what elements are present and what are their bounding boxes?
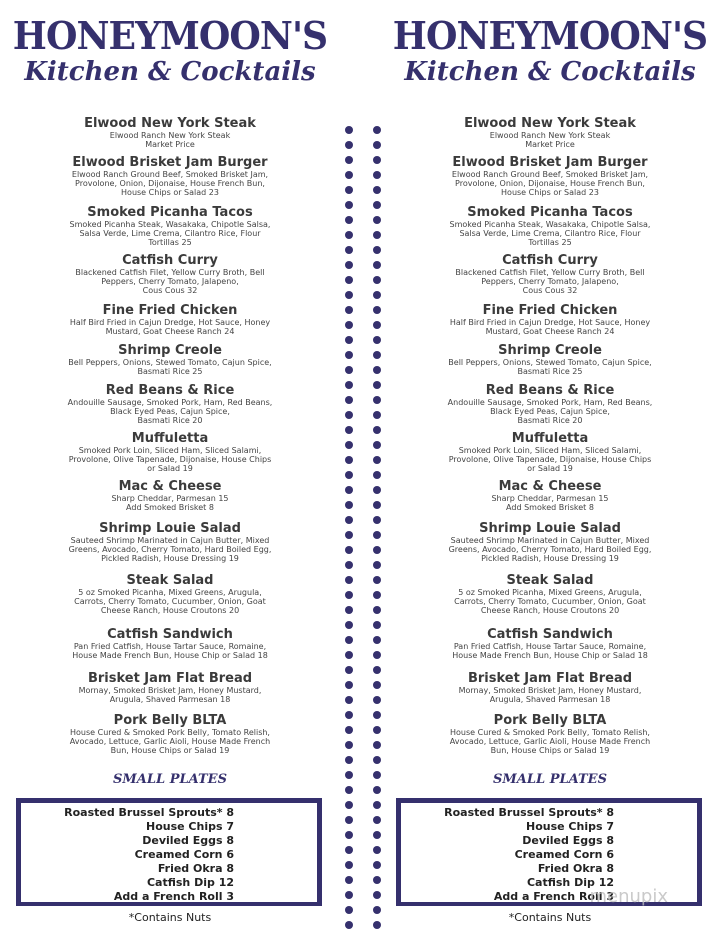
menu-item-description: Andouille Sausage, Smoked Pork, Ham, Red Beans, Black Eyed Peas, Cajun Spice, Basmati Rice 20: [447, 398, 653, 425]
menu-item-description: Pan Fried Catfish, House Tartar Sauce, Romaine, House Made French Bun, House Chip or Salad 18: [72, 642, 268, 660]
menu-item-description: Mornay, Smoked Brisket Jam, Honey Mustard, Arugula, Shaved Parmesan 18: [78, 686, 262, 704]
divider-dot: [345, 336, 353, 344]
menu-item-name: Steak Salad: [506, 573, 594, 588]
divider-dot: [345, 381, 353, 389]
divider-dot: [345, 771, 353, 779]
menu-item-name: Red Beans & Rice: [485, 383, 615, 398]
watermark: menupix: [589, 886, 668, 907]
menu-item-name: Mac & Cheese: [498, 479, 602, 494]
menu-item: [0, 156, 340, 197]
menu-item-description: Sharp Cheddar, Parmesan 15 Add Smoked Brisket 8: [111, 494, 229, 512]
divider-dot: [345, 201, 353, 209]
brand-header: [0, 0, 340, 86]
menu-item-name: Muffuletta: [131, 431, 209, 446]
divider-dot: [345, 396, 353, 404]
menu-item-description: 5 oz Smoked Picanha, Mixed Greens, Arugula, Carrots, Cherry Tomato, Cucumber, Onion, Goat Cheese Ranch, House Croutons 20: [454, 588, 646, 615]
divider-dot: [345, 321, 353, 329]
small-plates-list: [16, 806, 234, 904]
divider-dot: [345, 471, 353, 479]
divider-dot: [345, 501, 353, 509]
small-plate-item: Add a French Roll 3: [493, 890, 614, 903]
divider-dot: [345, 126, 353, 134]
menu-item-name: Brisket Jam Flat Bread: [87, 671, 253, 686]
small-plate-item: Roasted Brussel Sprouts* 8: [444, 806, 614, 819]
menu-item-name: Elwood Brisket Jam Burger: [452, 155, 648, 170]
divider-dot: [345, 486, 353, 494]
divider-dot: [345, 696, 353, 704]
menu-item-name: Brisket Jam Flat Bread: [467, 671, 633, 686]
small-plate-item: Catfish Dip 12: [146, 876, 234, 889]
menu-item: [380, 344, 720, 376]
divider-dot: [345, 516, 353, 524]
menu-item-description: Pan Fried Catfish, House Tartar Sauce, Romaine, House Made French Bun, House Chip or Salad 18: [452, 642, 648, 660]
divider-dot: [345, 351, 353, 359]
menu-item-description: House Cured & Smoked Pork Belly, Tomato Relish, Avocado, Lettuce, Garlic Aioli, House Made French Bun, House Chips or Salad 19: [449, 728, 651, 755]
menu-item: [380, 574, 720, 615]
menu-item: [380, 628, 720, 660]
divider-dot: [345, 801, 353, 809]
divider-dot: [345, 456, 353, 464]
divider-dot: [345, 171, 353, 179]
divider-dot: [345, 426, 353, 434]
menu-item-name: Shrimp Creole: [498, 343, 602, 358]
divider-dot: [345, 651, 353, 659]
menu-item: [0, 344, 340, 376]
divider-dot: [345, 261, 353, 269]
menu-item: [0, 672, 340, 704]
brand-name: HONEYMOON'S: [12, 13, 328, 58]
menu-item: [380, 206, 720, 247]
brand-subtitle: Kitchen & Cocktails: [404, 57, 696, 87]
brand-name: HONEYMOON'S: [392, 13, 708, 58]
small-plates-title: SMALL PLATES: [113, 772, 227, 787]
menu-item-description: Mornay, Smoked Brisket Jam, Honey Mustard, Arugula, Shaved Parmesan 18: [458, 686, 642, 704]
small-plate-item: Creamed Corn 6: [134, 848, 234, 861]
menu-item: [380, 522, 720, 563]
divider-dot: [345, 681, 353, 689]
menu-item-description: Sauteed Shrimp Marinated in Cajun Butter, Mixed Greens, Avocado, Cherry Tomato, Hard Boiled Egg, Pickled Radish, House Dressing 19: [68, 536, 272, 563]
brand-subtitle: Kitchen & Cocktails: [24, 57, 316, 87]
divider-dot: [345, 291, 353, 299]
menu-item-description: Blackened Catfish Filet, Yellow Curry Broth, Bell Peppers, Cherry Tomato, Jalapeno, Cous Cous 32: [455, 268, 645, 295]
menu-item: [380, 304, 720, 336]
menu-item-name: Elwood New York Steak: [464, 116, 636, 131]
menu-item-description: Smoked Picanha Steak, Wasakaka, Chipotle Salsa, Salsa Verde, Lime Crema, Cilantro Rice, Flour Tortillas 25: [69, 220, 271, 247]
menu-item-description: Sharp Cheddar, Parmesan 15 Add Smoked Brisket 8: [491, 494, 609, 512]
divider-dot: [345, 621, 353, 629]
menu-item-name: Fine Fried Chicken: [102, 303, 238, 318]
divider-dot: [345, 606, 353, 614]
menu-item-description: Smoked Pork Loin, Sliced Ham, Sliced Salami, Provolone, Olive Tapenade, Dijonaise, House Chips or Salad 19: [448, 446, 652, 473]
menu-item-name: Shrimp Creole: [118, 343, 222, 358]
contains-nuts-note: *Contains Nuts: [128, 911, 212, 924]
contains-nuts-note: *Contains Nuts: [508, 911, 592, 924]
menu-item-name: Smoked Picanha Tacos: [467, 205, 633, 220]
menu-item-description: Bell Peppers, Onions, Stewed Tomato, Cajun Spice, Basmati Rice 25: [448, 358, 652, 376]
menu-item-name: Red Beans & Rice: [105, 383, 235, 398]
divider-dot: [345, 666, 353, 674]
menu-item: [0, 117, 340, 149]
menu-item-description: Andouille Sausage, Smoked Pork, Ham, Red Beans, Black Eyed Peas, Cajun Spice, Basmati Rice 20: [67, 398, 273, 425]
divider-dot: [345, 786, 353, 794]
menu-item-name: Catfish Sandwich: [487, 627, 613, 642]
menu-item-name: Catfish Sandwich: [107, 627, 233, 642]
menu-item-description: Smoked Picanha Steak, Wasakaka, Chipotle Salsa, Salsa Verde, Lime Crema, Cilantro Rice, Flour Tortillas 25: [449, 220, 651, 247]
menu-item: [0, 714, 340, 755]
divider-dot: [345, 816, 353, 824]
menu-item-name: Mac & Cheese: [118, 479, 222, 494]
divider-dot: [345, 861, 353, 869]
small-plate-item: House Chips 7: [525, 820, 614, 833]
menu-item-description: Half Bird Fried in Cajun Dredge, Hot Sauce, Honey Mustard, Goat Cheese Ranch 24: [69, 318, 271, 336]
divider-dot: [345, 231, 353, 239]
menu-item-description: Elwood Ranch New York Steak Market Price: [109, 131, 231, 149]
divider-dot: [345, 216, 353, 224]
divider-dot: [345, 876, 353, 884]
menu-item-name: Steak Salad: [126, 573, 214, 588]
divider-dot: [345, 366, 353, 374]
divider-dot: [345, 546, 353, 554]
divider-dot: [345, 156, 353, 164]
menu-item: [0, 480, 340, 512]
small-plate-item: Fried Okra 8: [537, 862, 614, 875]
divider-dot: [345, 591, 353, 599]
divider-dot: [345, 531, 353, 539]
menu-item-name: Shrimp Louie Salad: [99, 521, 241, 536]
menu-item-description: House Cured & Smoked Pork Belly, Tomato Relish, Avocado, Lettuce, Garlic Aioli, House Made French Bun, House Chips or Salad 19: [69, 728, 271, 755]
menu-item-name: Elwood New York Steak: [84, 116, 256, 131]
menu-item: [380, 384, 720, 425]
divider-dot: [345, 906, 353, 914]
menu-item-description: Half Bird Fried in Cajun Dredge, Hot Sauce, Honey Mustard, Goat Cheese Ranch 24: [449, 318, 651, 336]
menu-item-description: Elwood Ranch Ground Beef, Smoked Brisket Jam, Provolone, Onion, Dijonaise, House French Bun, House Chips or Salad 23: [451, 170, 649, 197]
menu-item-description: 5 oz Smoked Picanha, Mixed Greens, Arugula, Carrots, Cherry Tomato, Cucumber, Onion, Goat Cheese Ranch, House Croutons 20: [74, 588, 266, 615]
small-plate-item: Deviled Eggs 8: [142, 834, 234, 847]
menu-item: [0, 628, 340, 660]
divider-dot: [345, 246, 353, 254]
menu-item-name: Muffuletta: [511, 431, 589, 446]
divider-dot: [345, 186, 353, 194]
menu-item-description: Elwood Ranch Ground Beef, Smoked Brisket Jam, Provolone, Onion, Dijonaise, House French Bun, House Chips or Salad 23: [71, 170, 269, 197]
menu-item-description: Smoked Pork Loin, Sliced Ham, Sliced Salami, Provolone, Olive Tapenade, Dijonaise, House Chips or Salad 19: [68, 446, 272, 473]
menu-item-name: Catfish Curry: [122, 253, 218, 268]
brand-header: [380, 0, 720, 86]
menu-item: [380, 672, 720, 704]
menu-item: [380, 432, 720, 473]
menu-item: [0, 304, 340, 336]
menu-item: [380, 156, 720, 197]
menu-item: [0, 432, 340, 473]
menu-column-right: [380, 0, 720, 932]
menu-item-name: Smoked Picanha Tacos: [87, 205, 253, 220]
menu-item: [380, 254, 720, 295]
divider-dot: [345, 726, 353, 734]
divider-dot: [345, 711, 353, 719]
small-plate-item: Roasted Brussel Sprouts* 8: [64, 806, 234, 819]
divider-dot: [345, 276, 353, 284]
small-plates-list: [396, 806, 614, 904]
menu-item-name: Pork Belly BLTA: [113, 713, 227, 728]
divider-dot: [345, 576, 353, 584]
divider-dot: [345, 921, 353, 929]
small-plate-item: Catfish Dip 12: [526, 876, 614, 889]
menu-item: [0, 254, 340, 295]
menu-column-left: [0, 0, 340, 932]
small-plates-title: SMALL PLATES: [493, 772, 607, 787]
menu-item: [0, 522, 340, 563]
small-plate-item: House Chips 7: [145, 820, 234, 833]
divider-dot: [345, 411, 353, 419]
divider-dot: [345, 306, 353, 314]
menu-item: [380, 117, 720, 149]
divider-dot: [345, 561, 353, 569]
menu-item-name: Fine Fried Chicken: [482, 303, 618, 318]
menu-item-description: Bell Peppers, Onions, Stewed Tomato, Cajun Spice, Basmati Rice 25: [68, 358, 272, 376]
menu-item: [380, 714, 720, 755]
menu-item: [0, 574, 340, 615]
small-plate-item: Deviled Eggs 8: [522, 834, 614, 847]
divider-dot: [345, 141, 353, 149]
menu-item: [380, 480, 720, 512]
divider-dot: [345, 846, 353, 854]
small-plate-item: Add a French Roll 3: [113, 890, 234, 903]
dot-divider-left: [343, 120, 355, 932]
menu-item: [0, 206, 340, 247]
menu-item-description: Blackened Catfish Filet, Yellow Curry Broth, Bell Peppers, Cherry Tomato, Jalapeno, Cous Cous 32: [75, 268, 265, 295]
menu-item-description: Sauteed Shrimp Marinated in Cajun Butter, Mixed Greens, Avocado, Cherry Tomato, Hard Boiled Egg, Pickled Radish, House Dressing 19: [448, 536, 652, 563]
divider-dot: [345, 756, 353, 764]
divider-dot: [345, 891, 353, 899]
divider-dot: [345, 636, 353, 644]
menu-item-name: Elwood Brisket Jam Burger: [72, 155, 268, 170]
menu-item-name: Pork Belly BLTA: [493, 713, 607, 728]
small-plate-item: Creamed Corn 6: [514, 848, 614, 861]
menu-item-name: Catfish Curry: [502, 253, 598, 268]
menu-item-name: Shrimp Louie Salad: [479, 521, 621, 536]
divider-dot: [345, 831, 353, 839]
small-plate-item: Fried Okra 8: [157, 862, 234, 875]
menu-item-description: Elwood Ranch New York Steak Market Price: [489, 131, 611, 149]
menu-item: [0, 384, 340, 425]
divider-dot: [345, 741, 353, 749]
divider-dot: [345, 441, 353, 449]
